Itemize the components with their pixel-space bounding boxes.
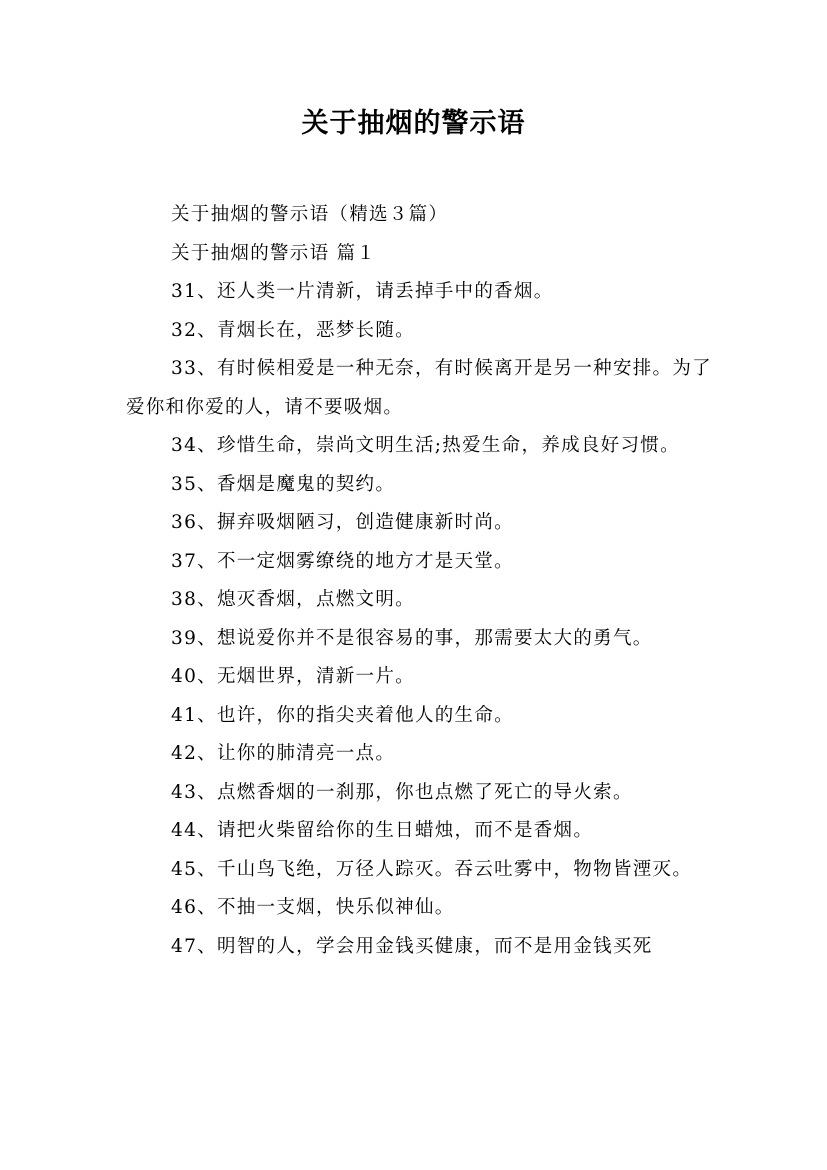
paragraph-item-42: 42、让你的肺清亮一点。 (171, 743, 396, 764)
paragraph-item-36: 36、摒弃吸烟陋习，创造健康新时尚。 (171, 512, 514, 533)
paragraph-item-34: 34、珍惜生命，崇尚文明生活;热爱生命，养成良好习惯。 (171, 435, 680, 456)
paragraph-item-35: 35、香烟是魔鬼的契约。 (171, 473, 396, 495)
paragraph-item-47: 47、明智的人，学会用金钱买健康，而不是用金钱买死 (171, 935, 653, 957)
paragraph-item-46: 46、不抽一支烟，快乐似神仙。 (171, 897, 455, 918)
paragraph-item-37: 37、不一定烟雾缭绕的地方才是天堂。 (171, 550, 514, 572)
paragraph-item-44: 44、请把火柴留给你的生日蜡烛，而不是香烟。 (171, 820, 594, 841)
paragraph-item-38: 38、熄灭香烟，点燃文明。 (171, 589, 415, 610)
paragraph-item-39: 39、想说爱你并不是很容易的事，那需要太大的勇气。 (171, 627, 653, 649)
paragraph-item-41: 41、也许，你的指尖夹着他人的生命。 (171, 704, 514, 726)
paragraph-item-33: 33、有时候相爱是一种无奈，有时候离开是另一种安排。为了爱你和你爱的人，请不要吸烟。 (126, 358, 712, 418)
paragraph-subtitle: 关于抽烟的警示语（精选３篇） (171, 204, 449, 225)
paragraph-section-heading: 关于抽烟的警示语 篇１ (171, 242, 377, 264)
document-body (126, 196, 722, 966)
paragraph-item-40: 40、无烟世界，清新一片。 (171, 666, 415, 687)
paragraph-item-45: 45、千山鸟飞绝，万径人踪灭。吞云吐雾中，物物皆湮灭。 (171, 858, 693, 880)
document-title: 关于抽烟的警示语 (301, 108, 526, 139)
paragraph-item-43: 43、点燃香烟的一刹那，你也点燃了死亡的导火索。 (171, 781, 633, 803)
paragraph-item-32: 32、青烟长在，恶梦长随。 (171, 319, 415, 341)
paragraph-item-31: 31、还人类一片清新，请丢掉手中的香烟。 (171, 281, 554, 302)
